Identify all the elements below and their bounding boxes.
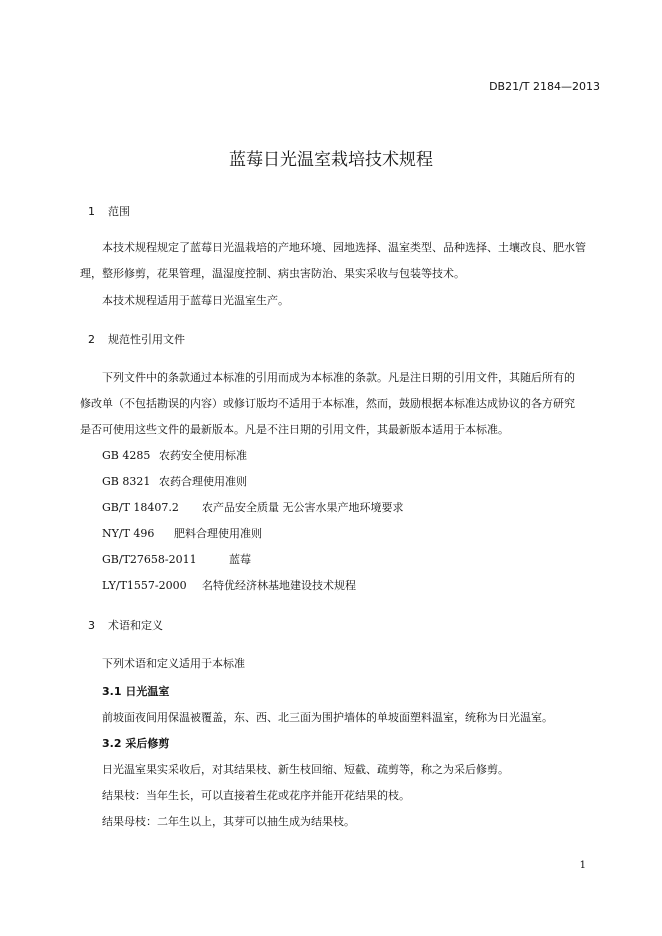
document-title: 蓝莓日光温室栽培技术规程	[229, 150, 433, 170]
section-title: 术语和定义	[108, 619, 163, 632]
reference-code: GB 8321	[102, 475, 151, 488]
reference-code: NY/T 496	[102, 527, 155, 540]
paragraph: 日光温室果实采收后，对其结果枝、新生枝回缩、短截、疏剪等，称之为采后修剪。	[102, 763, 509, 776]
section-number: 3	[88, 619, 95, 632]
reference-name: 蓝莓	[229, 553, 251, 566]
paragraph: 本技术规程规定了蓝莓日光温栽培的产地环境、园地选择、温室类型、品种选择、土壤改良、肥水管	[102, 241, 586, 254]
reference-item	[102, 447, 247, 463]
section-number: 1	[88, 205, 95, 218]
section-title: 规范性引用文件	[108, 333, 185, 346]
section-title: 范围	[108, 205, 130, 218]
reference-item	[102, 473, 247, 489]
reference-item	[102, 499, 404, 515]
section-1-heading	[88, 203, 130, 219]
term-heading-3-1: 3.1 日光温室	[102, 685, 170, 698]
definition-fruiting-mother-branch: 结果母枝：二年生以上，其芽可以抽生成为结果枝。	[102, 815, 355, 828]
paragraph: 下列文件中的条款通过本标准的引用而成为本标准的条款。凡是注日期的引用文件，其随后所有的	[102, 371, 575, 384]
reference-name: 农产品安全质量 无公害水果产地环境要求	[202, 501, 404, 514]
section-3-heading	[88, 617, 163, 633]
reference-name: 农药安全使用标准	[159, 449, 247, 462]
reference-code: GB/T 18407.2	[102, 501, 179, 514]
reference-name: 名特优经济林基地建设技术规程	[202, 579, 356, 592]
paragraph: 前坡面夜间用保温被覆盖，东、西、北三面为围护墙体的单坡面塑料温室，统称为日光温室。	[102, 711, 553, 724]
paragraph-continuation: 是否可使用这些文件的最新版本。凡是不注日期的引用文件，其最新版本适用于本标准。	[80, 423, 509, 436]
reference-code: GB 4285	[102, 449, 151, 462]
section-2-heading	[88, 331, 185, 347]
reference-item	[102, 525, 262, 541]
paragraph: 本技术规程适用于蓝莓日光温室生产。	[102, 294, 289, 307]
standard-code: DB21/T 2184—2013	[489, 80, 600, 93]
reference-name: 肥料合理使用准则	[174, 527, 262, 540]
page-number: 1	[579, 860, 586, 871]
definition-fruiting-branch: 结果枝：当年生长，可以直接着生花或花序并能开花结果的枝。	[102, 789, 410, 802]
paragraph-continuation: 修改单（不包括勘误的内容）或修订版均不适用于本标准，然而，鼓励根据本标准达成协议的各方研究	[80, 397, 575, 410]
reference-item	[102, 577, 356, 593]
section-number: 2	[88, 333, 95, 346]
reference-item	[102, 551, 251, 567]
reference-code: GB/T27658-2011	[102, 553, 197, 566]
paragraph-continuation: 理，整形修剪，花果管理，温湿度控制、病虫害防治、果实采收与包装等技术。	[80, 267, 465, 280]
term-heading-3-2: 3.2 采后修剪	[102, 737, 170, 750]
paragraph: 下列术语和定义适用于本标准	[102, 657, 245, 670]
reference-name: 农药合理使用准则	[159, 475, 247, 488]
reference-code: LY/T1557-2000	[102, 579, 187, 592]
